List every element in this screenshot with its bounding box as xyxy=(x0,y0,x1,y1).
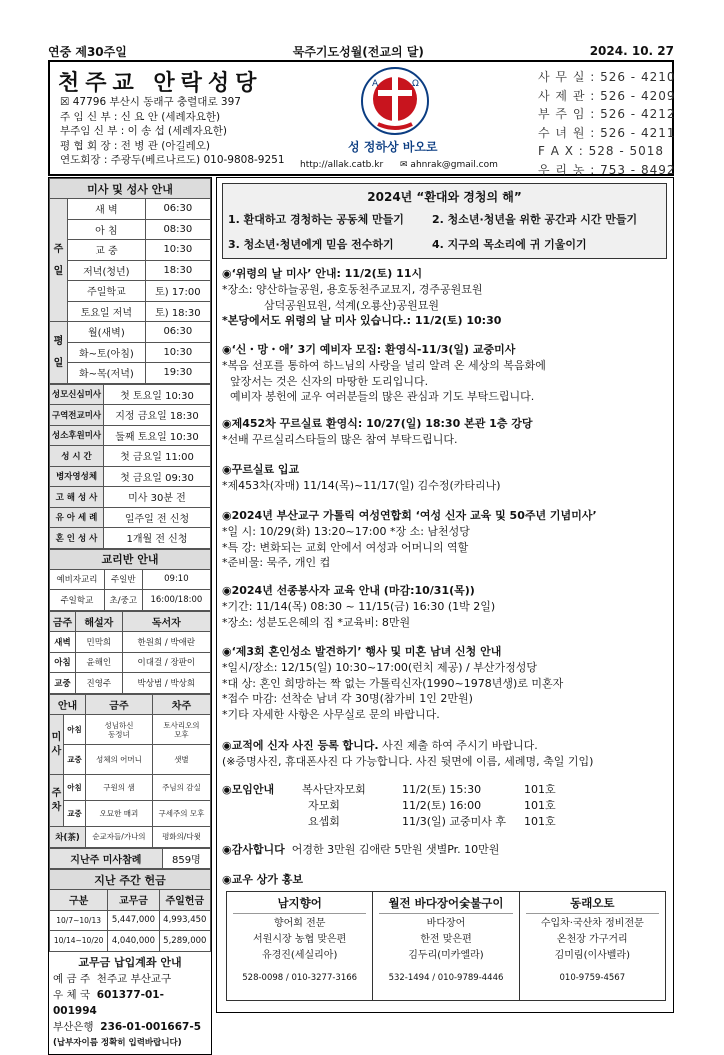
goal-2: 2. 청소년·청년을 위한 공간과 시간 만들기 xyxy=(432,213,638,226)
phone-assistant: 부 주 임 : 526 - 4212 xyxy=(538,107,676,121)
table-row xyxy=(50,801,211,827)
meeting-name: 자모회 xyxy=(308,798,340,812)
phone-fax: F A X : 528 - 5018 xyxy=(538,144,665,158)
table-row xyxy=(50,240,211,261)
notice-memorial-mass xyxy=(222,266,501,329)
shop-line: 한전 맞은편 xyxy=(420,934,472,945)
svg-text:Ω: Ω xyxy=(412,79,419,89)
account-label: 부산은행 xyxy=(53,1020,94,1033)
table-row xyxy=(50,342,211,363)
goal-1: 1. 환대하고 경청하는 공동체 만들기 xyxy=(228,213,404,226)
table-row xyxy=(50,745,211,775)
meeting-row xyxy=(302,798,556,814)
liturgical-week: 연중 제30주일 xyxy=(48,44,127,59)
phone-rectory: 사 제 관 : 526 - 4209 xyxy=(538,88,676,103)
notice-heading: ◉2024년 부산교구 가톨릭 여성연합회 ‘여성 신자 교육 및 50주년 기념미사’ xyxy=(222,509,597,522)
sacrament-label: 성모신심미사 xyxy=(50,384,104,405)
mass-cell: 토) 17:00 xyxy=(145,281,210,302)
guide-cell: 주님의 감실 xyxy=(152,775,210,801)
shop-card xyxy=(227,892,373,1000)
notice-volunteer-training xyxy=(222,583,495,630)
notice-line: *장소: 양산하늘공원, 용호동천주교묘지, 경주공원묘원 xyxy=(222,282,483,296)
shop-owner: 김두리(미카엘라) xyxy=(408,950,484,961)
table-row xyxy=(50,425,211,446)
meeting-time: 11/2(토) 16:00 xyxy=(402,798,482,812)
guide-mass-label: 미 사 xyxy=(50,715,64,775)
account-row xyxy=(53,971,207,987)
shop-name: 월전 바다장어숯불구이 xyxy=(379,895,512,914)
attendance-label: 지난주 미사참례 xyxy=(50,848,163,869)
mass-cell: 아 침 xyxy=(68,219,146,240)
meeting-name: 복사단자모회 xyxy=(302,783,366,796)
shop-phone: 532-1494 / 010-9789-4446 xyxy=(388,973,504,983)
reader-cell: 이대걸 / 장판이 xyxy=(122,652,210,673)
sacrament-value: 첫 금요일 09:30 xyxy=(104,466,211,487)
notice-line: 앞장서는 것은 신자의 마땅한 도리입니다. xyxy=(230,374,429,388)
goal-4: 4. 지구의 목소리에 귀 기울이기 xyxy=(432,238,587,251)
meeting-room: 101호 xyxy=(524,783,556,796)
notice-line: *일 시: 10/29(화) 13:20~17:00 *장 소: 남천성당 xyxy=(222,524,470,538)
shop-name: 남지향어 xyxy=(233,895,366,914)
assistant-pastor: 부주임 신 부 : 이 송 섭 (세례자요한) xyxy=(60,125,227,137)
notice-heading: ◉모임안내 xyxy=(222,783,275,796)
sacrament-label: 고 해 성 사 xyxy=(50,487,104,508)
notice-line: 어경한 3만원 김애란 5만원 샛별Pr. 10만원 xyxy=(291,843,500,856)
sacrament-value: 첫 금요일 11:00 xyxy=(104,446,211,467)
notice-line: 삼덕공원묘원, 석계(오룡산)공원묘원 xyxy=(264,298,439,312)
readers-header: 금주 xyxy=(50,611,76,632)
shop-phone: 010-9759-4567 xyxy=(559,973,626,983)
catechism-table xyxy=(49,549,211,611)
reader-cell: 교중 xyxy=(50,673,76,694)
table-row xyxy=(50,632,211,653)
mass-cell: 19:30 xyxy=(145,363,210,384)
church-name: 천주교 안락성당 xyxy=(58,71,263,96)
reader-cell: 박상범 / 박상희 xyxy=(122,673,210,694)
edu-cell: 예비자교리 xyxy=(50,569,105,590)
notice-line: *일시/장소: 12/15(일) 10:30~17:00(런치 제공) / 부산가정성당 xyxy=(222,660,537,674)
table-row xyxy=(50,199,211,220)
readers-header: 해설자 xyxy=(76,611,123,632)
council-president: 평 협 회 장 : 전 병 관 (아길레오) xyxy=(60,139,211,152)
table-row xyxy=(50,848,211,869)
offering-header: 주일헌금 xyxy=(159,890,210,911)
notice-shop-promo xyxy=(222,872,303,888)
pastor: 주 임 신 부 : 신 요 안 (세례자요한) xyxy=(60,110,221,123)
sacrament-value: 둘째 토요일 10:30 xyxy=(104,425,211,446)
offering-cell: 5,289,000 xyxy=(159,931,210,952)
mass-cell: 10:30 xyxy=(145,342,210,363)
meeting-name: 요셉회 xyxy=(308,814,340,828)
table-row xyxy=(50,931,211,952)
offering-header: 구분 xyxy=(50,890,108,911)
mass-cell: 화~목(저녁) xyxy=(68,363,146,384)
sacrament-table xyxy=(49,384,211,549)
shop-line: 향어회 전문 xyxy=(273,918,326,929)
sacrament-value: 일주일 전 신청 xyxy=(104,507,211,528)
table-row xyxy=(50,260,211,281)
notice-line: *기타 자세한 사항은 사무실로 문의 바랍니다. xyxy=(222,708,440,722)
sacrament-label: 성 시 간 xyxy=(50,446,104,467)
issue-date: 2024. 10. 27 xyxy=(589,44,674,58)
edu-cell: 09:10 xyxy=(142,569,210,590)
table-row xyxy=(50,569,211,590)
table-row xyxy=(50,715,211,745)
meeting-time: 11/3(일) 교중미사 후 xyxy=(402,814,507,828)
readers-header: 독서자 xyxy=(122,611,210,632)
table-row xyxy=(50,590,211,611)
table-row xyxy=(50,775,211,801)
catechism-title: 교리반 안내 xyxy=(50,549,211,569)
phone-convent: 수 녀 원 : 526 - 4211 xyxy=(538,125,676,140)
readers-table xyxy=(49,611,211,694)
shop-phone: 528-0098 / 010-3277-3166 xyxy=(242,973,358,983)
mass-cell: 주일학교 xyxy=(68,281,146,302)
tea-label: 차(茶) xyxy=(50,827,86,848)
guide-cell: 평화의/다윗 xyxy=(152,827,210,848)
notice-thanks xyxy=(222,842,499,858)
shop-owner: 김미림(이사벨라) xyxy=(554,950,631,961)
table-row xyxy=(50,652,211,673)
offering-cell: 5,447,000 xyxy=(108,910,159,931)
guide-cell: 성체의 어머니 xyxy=(86,745,153,775)
notice-line: *복음 선포를 통하여 하느님의 사랑을 널리 알려 온 세상의 복음화에 xyxy=(222,358,546,372)
meeting-row xyxy=(302,814,556,830)
notice-line: *본당에서도 위령의 날 미사 있습니다.: 11/2(토) 10:30 xyxy=(222,314,502,328)
table-row xyxy=(50,673,211,694)
account-label: 우 체 국 xyxy=(53,988,91,1001)
mass-cell: 10:30 xyxy=(145,240,210,261)
offering-cell: 4,993,450 xyxy=(159,910,210,931)
table-row xyxy=(50,301,211,322)
shop-line: 온천장 가구거리 xyxy=(556,934,628,945)
shop-card xyxy=(373,892,519,1000)
notice-heading: ◉‘신・망・애’ 3기 예비자 모집: 환영식-11/3(일) 교중미사 xyxy=(222,343,516,356)
table-row xyxy=(50,363,211,384)
guide-cell: 교중 xyxy=(64,801,86,827)
meetings-list xyxy=(302,782,556,829)
reader-cell: 새벽 xyxy=(50,632,76,653)
account-title: 교무금 납입계좌 안내 xyxy=(78,955,182,969)
church-info xyxy=(60,95,285,168)
notice-heading: ◉교적에 신자 사진 등록 합니다. xyxy=(222,739,379,752)
phone-office: 사 무 실 : 526 - 4210 xyxy=(538,70,676,84)
mass-title: 미사 및 성사 안내 xyxy=(50,179,211,199)
shop-line: 바다장어 xyxy=(426,918,466,929)
contact-links xyxy=(300,160,498,170)
notice-line: *대 상: 혼인 희망하는 짝 없는 가톨릭신자(1990~1978년생)로 미혼자 xyxy=(222,676,564,690)
table-row xyxy=(50,405,211,426)
notice-marriage-event xyxy=(222,644,563,723)
table-row xyxy=(50,910,211,931)
notice-women-federation xyxy=(222,508,597,571)
table-row xyxy=(50,611,211,632)
edu-cell: 주일반 xyxy=(104,569,142,590)
shop-line: 서원시장 농협 맞은편 xyxy=(253,934,347,945)
attendance-table xyxy=(49,848,211,870)
notice-heading: ◉감사합니다 xyxy=(222,843,285,856)
offering-table xyxy=(49,869,211,952)
guide-cell: 아침 xyxy=(64,775,86,801)
table-row xyxy=(50,528,211,549)
account-value: 601377-01-001994 xyxy=(53,988,164,1017)
guide-cell: 토사리오의 모후 xyxy=(152,715,210,745)
church-logo xyxy=(360,66,430,136)
shop-owner: 유경진(세실리아) xyxy=(261,950,338,961)
guide-cell: 샛별 xyxy=(152,745,210,775)
phone-list xyxy=(538,68,675,179)
notice-line: *기간: 11/14(목) 08:30 ~ 11/15(금) 16:30 (1박 2일) xyxy=(222,599,496,613)
edu-cell: 초/중고 xyxy=(104,590,142,611)
notice-line: *장소: 성분도은혜의 집 *교육비: 8만원 xyxy=(222,615,411,629)
guide-cell: 아침 xyxy=(64,715,86,745)
reader-cell: 윤해인 xyxy=(76,652,123,673)
table-row xyxy=(50,466,211,487)
guide-header: 안내 xyxy=(50,694,86,715)
notice-line: *특 강: 변화되는 교회 안에서 여성과 어머니의 역할 xyxy=(222,540,469,554)
sacrament-value: 미사 30분 전 xyxy=(104,487,211,508)
notice-heading: ◉교우 상가 홍보 xyxy=(222,873,304,886)
account-note: (납부자이름 정확히 입력바랍니다) xyxy=(53,1037,182,1048)
mass-cell: 토) 18:30 xyxy=(145,301,210,322)
guide-week-label: 주 차 xyxy=(50,775,64,827)
notice-heading: ◉제452차 꾸르실료 환영식: 10/27(일) 18:30 본관 1층 강당 xyxy=(222,417,533,430)
shop-name: 동래오토 xyxy=(526,895,659,914)
account-row xyxy=(53,1019,207,1035)
weekday-label: 평 일 xyxy=(50,322,68,384)
meeting-time: 11/2(토) 15:30 xyxy=(402,783,482,796)
notice-line: 사진 제출 하여 주시기 바랍니다. xyxy=(378,739,538,752)
mass-cell: 월(새벽) xyxy=(68,322,146,343)
reader-cell: 한원희 / 박애란 xyxy=(122,632,210,653)
reader-cell: 민막희 xyxy=(76,632,123,653)
table-row xyxy=(50,446,211,467)
table-row xyxy=(50,281,211,302)
notice-line: *선배 꾸르실리스타들의 많은 참여 부탁드립니다. xyxy=(222,432,458,446)
guide-table xyxy=(49,694,211,848)
sacrament-label: 성소후원미사 xyxy=(50,425,104,446)
goal-3: 3. 청소년·청년에게 믿음 전수하기 xyxy=(228,238,394,251)
notice-line: (※증명사진, 휴대폰사진 다 가능합니다. 사진 뒷면에 이름, 세례명, 축일 기입) xyxy=(222,754,594,768)
mass-cell: 토요일 저녁 xyxy=(68,301,146,322)
website-link[interactable]: http://allak.catb.kr xyxy=(300,160,384,170)
top-bar xyxy=(48,42,674,60)
sunday-label: 주 일 xyxy=(50,199,68,322)
mass-cell: 저녁(청년) xyxy=(68,260,146,281)
notice-heading: ◉2024년 선종봉사자 교육 안내 (마감:10/31(목)) xyxy=(222,584,475,597)
table-row xyxy=(50,322,211,343)
mass-cell: 18:30 xyxy=(145,260,210,281)
account-label: 예 금 주 xyxy=(53,972,91,985)
offering-cell: 10/14~10/20 xyxy=(50,931,108,952)
guide-cell: 교중 xyxy=(64,745,86,775)
offering-cell: 10/7~10/13 xyxy=(50,910,108,931)
table-row xyxy=(50,219,211,240)
guide-cell: 오묘한 매괴 xyxy=(86,801,153,827)
sacrament-label: 병자영성체 xyxy=(50,466,104,487)
mass-cell: 화~토(아침) xyxy=(68,342,146,363)
offering-cell: 4,040,000 xyxy=(108,931,159,952)
notice-line: *준비물: 묵주, 개인 컵 xyxy=(222,556,331,570)
notice-line: 예비자 봉헌에 교우 여러분들의 많은 관심과 기도 부탁드립니다. xyxy=(230,390,535,404)
notice-cursillo-entry xyxy=(222,462,501,494)
account-value: 천주교 부산교구 xyxy=(96,972,172,985)
table-row xyxy=(50,827,211,848)
mass-cell: 06:30 xyxy=(145,199,210,220)
shop-card xyxy=(520,892,665,1000)
theme-title: 2024년 “환대와 경청의 해” xyxy=(367,190,522,204)
meeting-room: 101호 xyxy=(524,814,556,828)
notice-heading: ◉꾸르실료 입교 xyxy=(222,463,300,476)
union-president: 연도회장 : 주광두(베르나르도) 010-9808-9251 xyxy=(60,154,285,166)
mass-schedule-table xyxy=(49,178,211,384)
mass-cell: 새 벽 xyxy=(68,199,146,220)
shop-line: 수입차·국산차 정비전문 xyxy=(540,918,644,929)
attendance-value: 859명 xyxy=(162,848,210,869)
offering-header: 교무금 xyxy=(108,890,159,911)
reader-cell: 진영주 xyxy=(76,673,123,694)
mass-cell: 06:30 xyxy=(145,322,210,343)
email-link[interactable]: ✉ ahnrak@gmail.com xyxy=(400,160,498,170)
mass-cell: 08:30 xyxy=(145,219,210,240)
notice-cursillo-welcome xyxy=(222,416,533,448)
phone-farm: 우 리 농 : 753 - 8492 xyxy=(538,162,676,177)
svg-text:A: A xyxy=(372,79,379,89)
notice-heading: ◉‘위령의 날 미사’ 안내: 11/2(토) 11시 xyxy=(222,267,423,280)
offering-title: 지난 주간 헌금 xyxy=(50,870,211,890)
notice-line: *제453차(자매) 11/14(목)~11/17(일) 김수정(카타리나) xyxy=(222,478,501,492)
table-row xyxy=(50,694,211,715)
sacrament-label: 구역전교미사 xyxy=(50,405,104,426)
patron-saint: 성 정하상 바오로 xyxy=(348,140,438,154)
meeting-room: 101호 xyxy=(524,798,556,812)
notice-catechumen xyxy=(222,342,546,405)
guide-cell: 구원의 샘 xyxy=(86,775,153,801)
account-box xyxy=(49,952,211,1054)
table-row xyxy=(50,384,211,405)
sacrament-value: 1개월 전 신청 xyxy=(104,528,211,549)
sacrament-value: 지정 금요일 18:30 xyxy=(104,405,211,426)
table-row xyxy=(50,507,211,528)
table-row xyxy=(50,890,211,911)
guide-cell: 구세주의 모후 xyxy=(152,801,210,827)
mass-cell: 교 중 xyxy=(68,240,146,261)
notice-photo-registration xyxy=(222,738,593,770)
guide-header: 차주 xyxy=(152,694,210,715)
month-theme: 묵주기도성월(전교의 달) xyxy=(292,44,424,59)
notice-heading: ◉‘제3회 혼인성소 발견하기’ 행사 및 미혼 남녀 신청 안내 xyxy=(222,645,502,658)
sacrament-label: 혼 인 성 사 xyxy=(50,528,104,549)
edu-cell: 16:00/18:00 xyxy=(142,590,210,611)
account-row xyxy=(53,987,207,1019)
reader-cell: 아침 xyxy=(50,652,76,673)
notice-line: *접수 마감: 선착순 남녀 각 30명(참가비 1인 2만원) xyxy=(222,692,473,706)
sacrament-value: 첫 토요일 10:30 xyxy=(104,384,211,405)
sacrament-label: 유 아 세 례 xyxy=(50,507,104,528)
edu-cell: 주일학교 xyxy=(50,590,105,611)
guide-cell: 순교자들/가나의 xyxy=(86,827,153,848)
table-row xyxy=(50,487,211,508)
meeting-row xyxy=(302,782,556,798)
guide-cell: 성님하신 동정녀 xyxy=(86,715,153,745)
guide-header: 금주 xyxy=(86,694,153,715)
address: ☒ 47796 부산시 동래구 충렬대로 397 xyxy=(60,96,241,108)
left-column xyxy=(48,177,212,1055)
shop-box xyxy=(226,891,666,1001)
account-value: 236-01-001667-5 xyxy=(100,1020,202,1033)
